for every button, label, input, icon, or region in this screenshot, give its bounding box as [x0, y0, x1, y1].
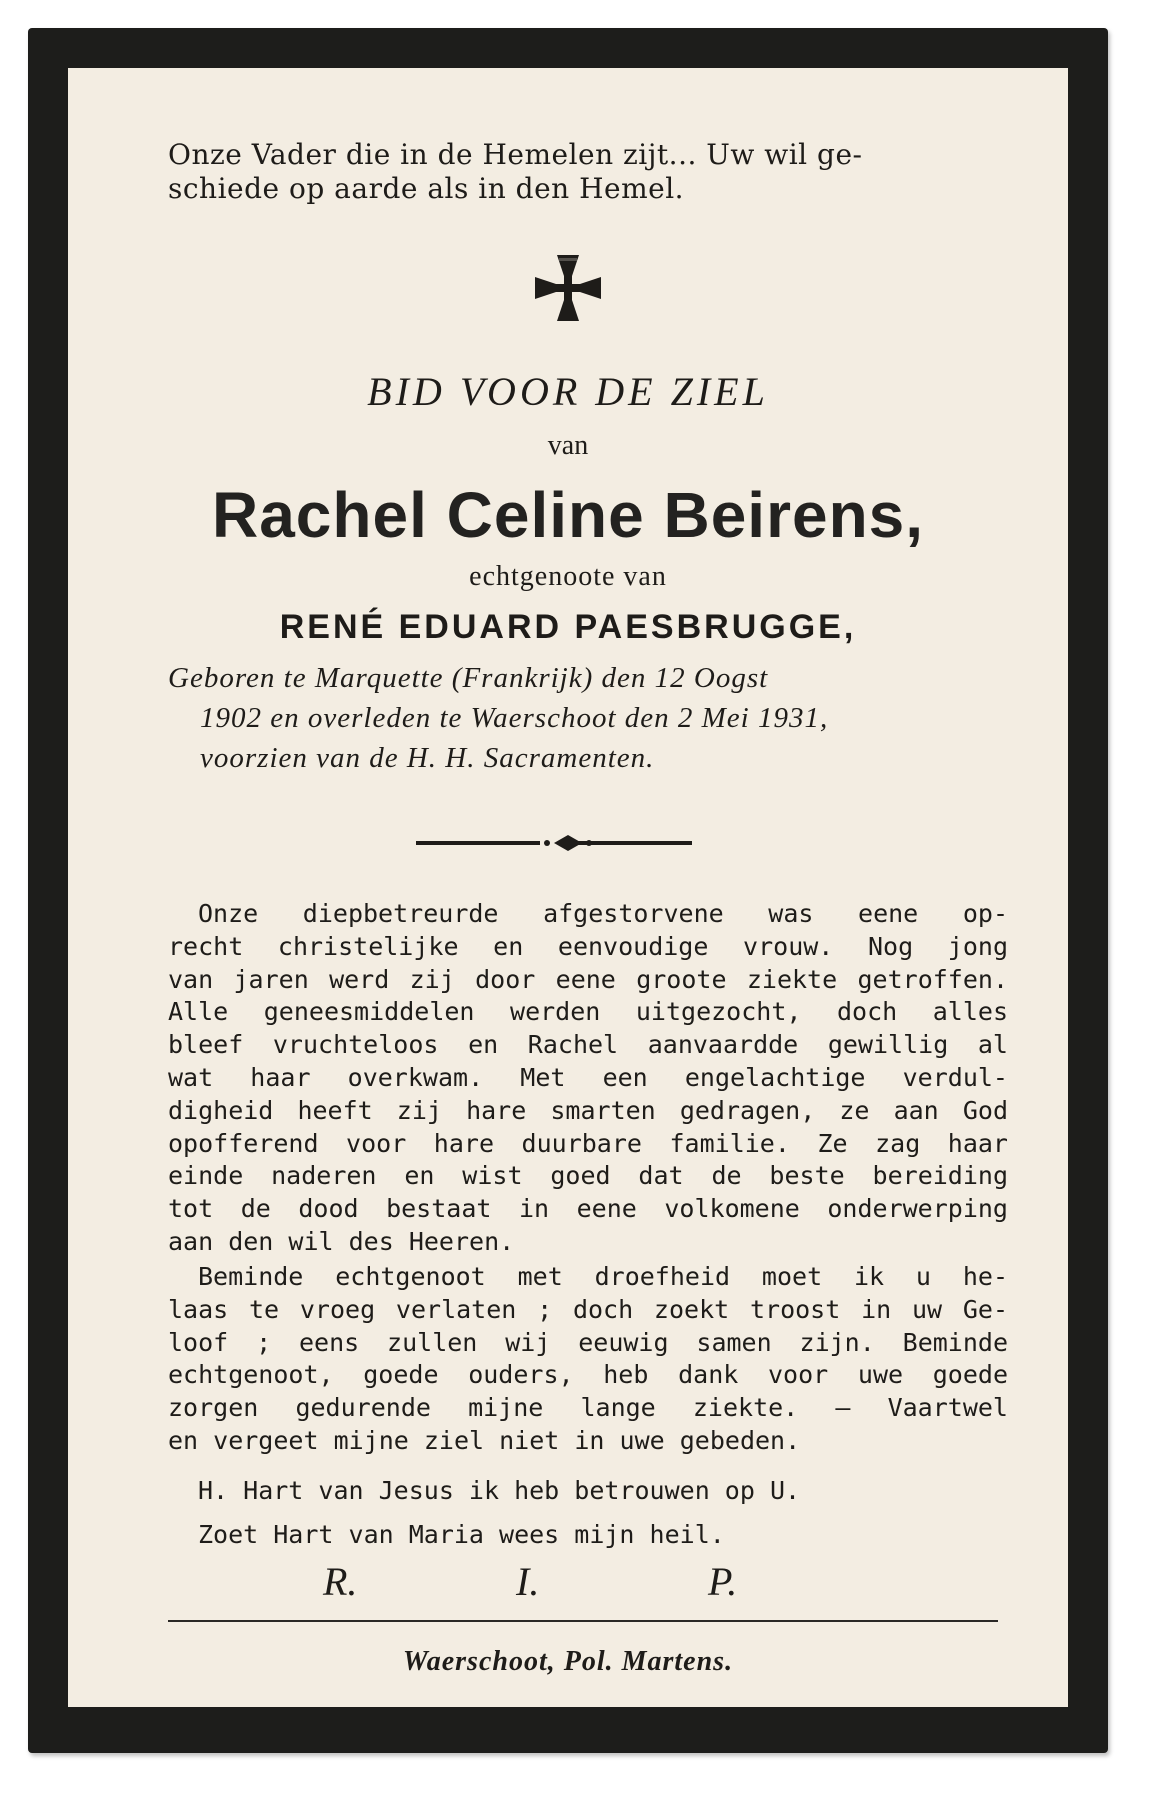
text-line: einde naderen en wist goed dat de beste bereiding	[168, 1161, 1008, 1191]
text-line: tot de dood bestaat in eene volkomene onderwerping	[168, 1194, 1008, 1224]
text-line: aan den wil des Heeren.	[168, 1226, 515, 1256]
cross-icon	[68, 253, 1068, 327]
spouse-label: echtgenoote van	[469, 561, 667, 592]
text-line: wat haar overkwam. Met een engelachtige verdul-	[168, 1062, 1008, 1092]
text-line: opofferend voor hare duurbare familie. Ze zag haar	[168, 1128, 1008, 1158]
text-line: Alle geneesmiddelen werden uitgezocht, doch alles	[168, 997, 1008, 1027]
prayer-jesus: H. Hart van Jesus ik heb betrouwen op U.	[198, 1476, 801, 1505]
deceased-name: Rachel Celine Beirens,	[211, 479, 925, 551]
birth-death-line: 1902 en overleden te Waerschoot den 2 Mei 1931,	[200, 702, 829, 734]
printer-imprint: Waerschoot, Pol. Martens.	[402, 1646, 734, 1677]
rip-r: R.	[323, 1559, 358, 1604]
text-line: recht christelijke en eenvoudige vrouw. Nog jong	[168, 931, 1008, 961]
text-line: Onze diepbetreurde afgestorvene was eene op-	[198, 899, 1008, 928]
intro-line: schiede op aarde als in den Hemel.	[168, 172, 685, 205]
text-line: zorgen gedurende mijne lange ziekte. — Vaartwel	[168, 1393, 1008, 1423]
text-line: loof ; eens zullen wij eeuwig samen zijn. Beminde	[168, 1327, 1008, 1357]
text-line: Beminde echtgenoot met droefheid moet ik u he-	[198, 1262, 1008, 1291]
ornament-divider	[68, 833, 1068, 857]
intro-line: Onze Vader die in de Hemelen zijt... Uw wil ge-	[168, 138, 863, 171]
intro-prayer	[168, 138, 998, 206]
spouse-name: RENÉ EDUARD PAESBRUGGE,	[279, 608, 857, 646]
prayer-maria: Zoet Hart van Maria wees mijn heil.	[198, 1520, 725, 1549]
bottom-rule	[168, 1620, 998, 1622]
paragraph-1	[168, 898, 1008, 1259]
rip-i: I.	[516, 1559, 540, 1604]
birth-death-line: voorzien van de H. H. Sacramenten.	[200, 742, 655, 774]
text-line: van jaren werd zij door eene groote ziekte getroffen.	[168, 964, 1008, 994]
paragraph-2	[168, 1261, 1008, 1458]
text-line: bleef vruchteloos en Rachel aanvaardde gewillig al	[168, 1030, 1008, 1060]
text-line: laas te vroeg verlaten ; doch zoekt troost in uw Ge-	[168, 1294, 1008, 1324]
text-line: en vergeet mijne ziel niet in uwe gebeden.	[168, 1425, 801, 1455]
birth-death-info	[168, 658, 1008, 778]
text-line: echtgenoot, goede ouders, heb dank voor uwe goede	[168, 1360, 1008, 1390]
text-line: digheid heeft zij hare smarten gedragen, ze aan God	[168, 1095, 1008, 1125]
heading-van: van	[547, 430, 589, 461]
heading-bid: BID VOOR DE ZIEL	[367, 369, 769, 414]
rip-p: P.	[708, 1559, 738, 1604]
birth-death-line: Geboren te Marquette (Frankrijk) den 12 Oogst	[168, 662, 769, 694]
card-paper	[68, 68, 1068, 1707]
memorial-card	[28, 28, 1108, 1753]
